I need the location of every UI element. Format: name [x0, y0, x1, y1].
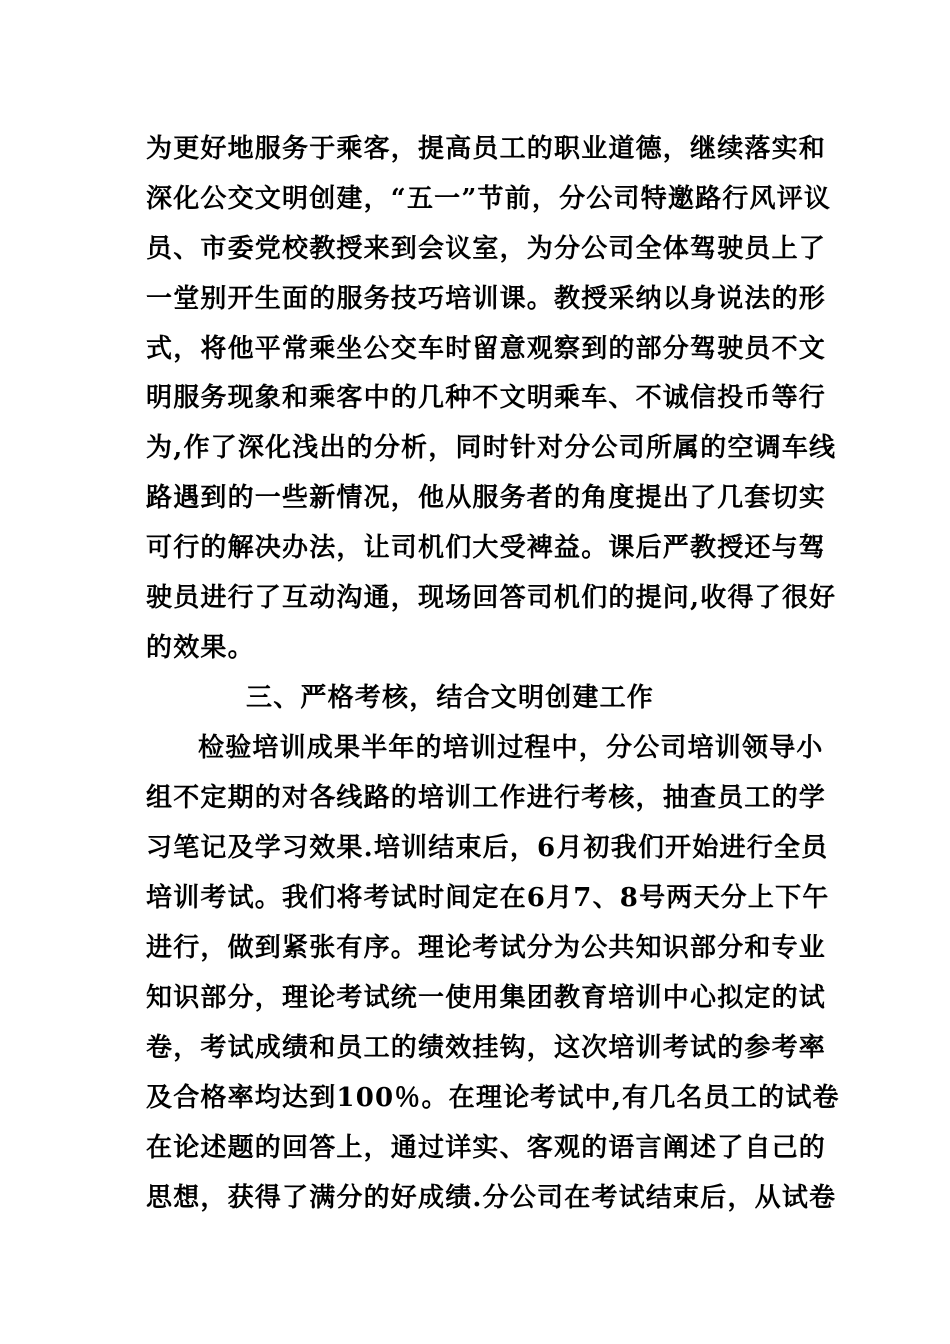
paragraph-line: 明服务现象和乘客中的几种不文明乘车、不诚信投币等行	[146, 383, 827, 413]
section-heading: 三、严格考核，结合文明创建工作	[246, 683, 655, 713]
paragraph-line: 驶员进行了互动沟通，现场回答司机们的提问,收得了很好	[146, 583, 837, 613]
paragraph-line: 员、市委党校教授来到会议室，为分公司全体驾驶员上了	[146, 234, 827, 264]
paragraph-line: 及合格率均达到100％。在理论考试中,有几名员工的试卷	[146, 1083, 840, 1113]
paragraph-line: 检验培训成果半年的培训过程中，分公司培训领导小	[198, 733, 824, 763]
paragraph-line: 卷，考试成绩和员工的绩效挂钩，这次培训考试的参考率	[146, 1033, 827, 1063]
paragraph-line: 进行，做到紧张有序。理论考试分为公共知识部分和专业	[146, 933, 827, 963]
paragraph-line: 在论述题的回答上，通过详实、客观的语言阐述了自己的	[146, 1133, 827, 1163]
paragraph-line: 习笔记及学习效果.培训结束后，6月初我们开始进行全员	[146, 833, 829, 863]
paragraph-line: 路遇到的一些新情况，他从服务者的角度提出了几套切实	[146, 483, 827, 513]
paragraph-line: 思想，获得了满分的好成绩.分公司在考试结束后，从试卷	[146, 1183, 837, 1213]
paragraph-line: 一堂别开生面的服务技巧培训课。教授采纳以身说法的形	[146, 284, 827, 314]
paragraph-line: 知识部分，理论考试统一使用集团教育培训中心拟定的试	[146, 983, 827, 1013]
paragraph-line: 组不定期的对各线路的培训工作进行考核，抽查员工的学	[146, 783, 827, 813]
paragraph-line: 深化公交文明创建，“五一”节前，分公司特邀路行风评议	[146, 184, 832, 214]
paragraph-line: 为更好地服务于乘客，提高员工的职业道德，继续落实和	[146, 134, 827, 164]
paragraph-line: 为,作了深化浅出的分析，同时针对分公司所属的空调车线	[146, 433, 837, 463]
paragraph-line: 培训考试。我们将考试时间定在6月7、8号两天分上下午	[146, 883, 830, 913]
paragraph-line: 的效果。	[146, 633, 255, 663]
paragraph-line: 可行的解决办法，让司机们大受裨益。课后严教授还与驾	[146, 533, 827, 563]
paragraph-line: 式，将他平常乘坐公交车时留意观察到的部分驾驶员不文	[146, 334, 827, 364]
